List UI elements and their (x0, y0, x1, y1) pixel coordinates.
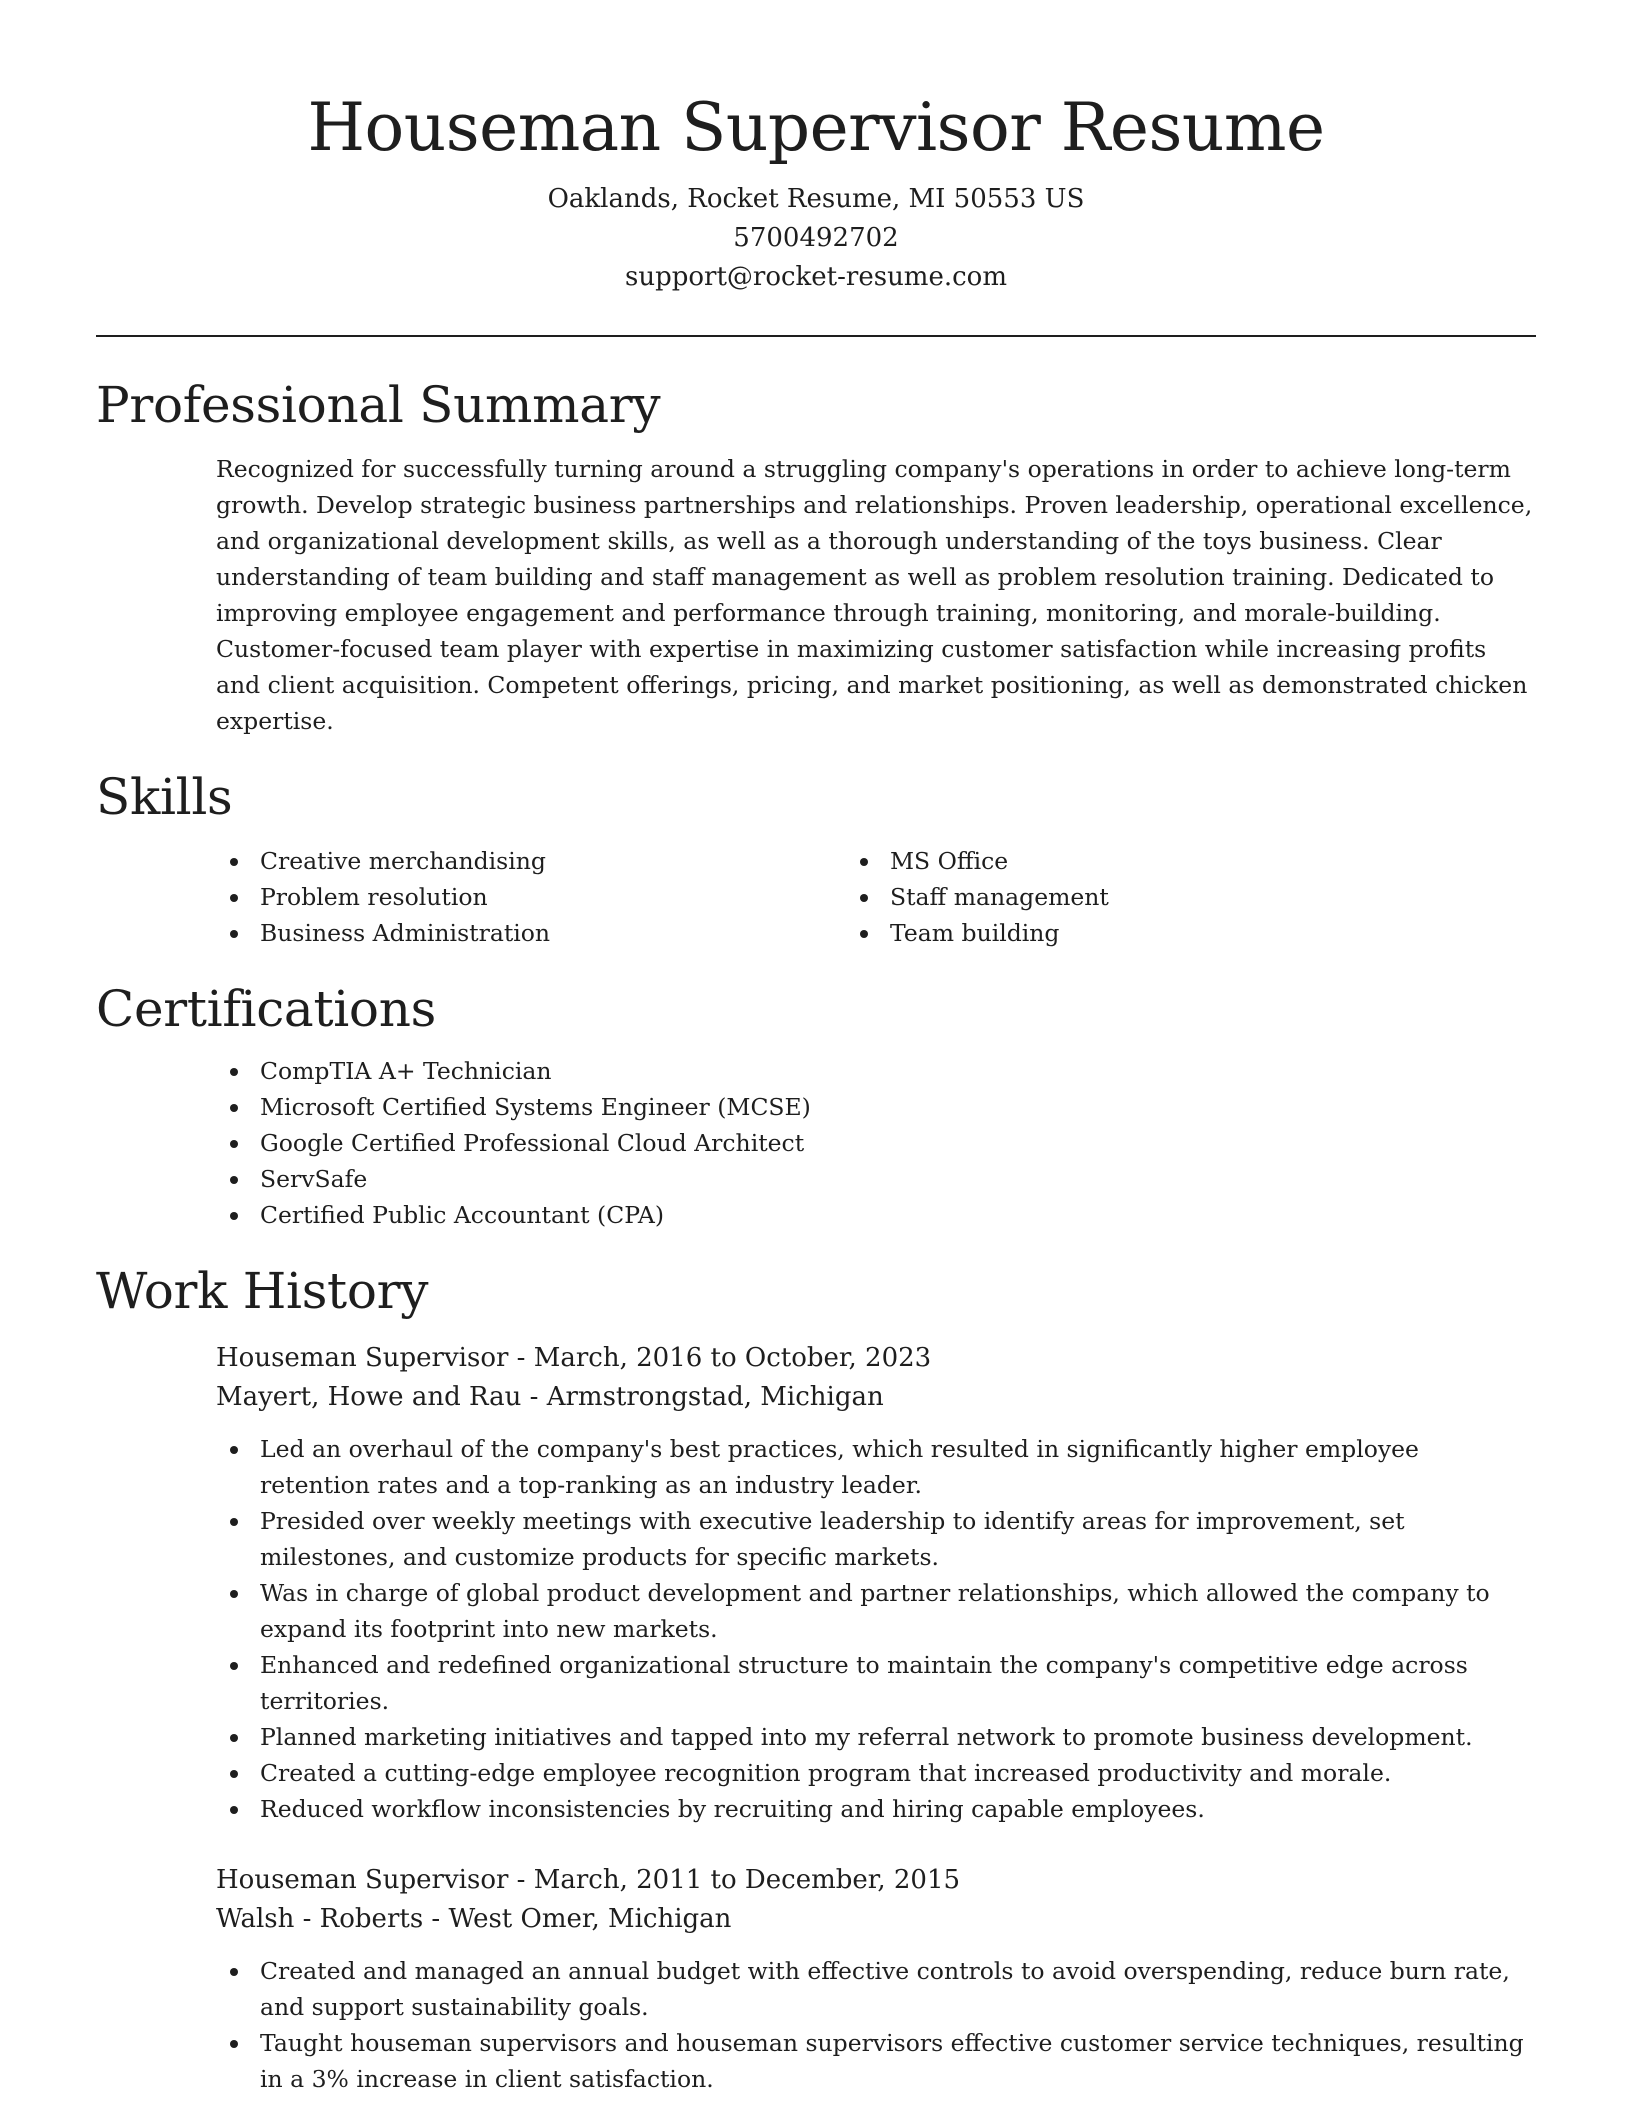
job-bullet: Presided over weekly meetings with executive leadership to identify areas for improvement, set milestones, and customize products for specific markets. (96, 1503, 1536, 1575)
skills-list-right (746, 843, 1396, 951)
job-entry (96, 1339, 1536, 1827)
job-bullet: Reduced workflow inconsistencies by recruiting and hiring capable employees. (96, 1791, 1536, 1827)
certification-item: Google Certified Professional Cloud Architect (96, 1125, 1536, 1161)
job-bullet: Enhanced and redefined organizational structure to maintain the company's competitive edge across territories. (96, 1647, 1536, 1719)
job-company-location: Mayert, Howe and Rau - Armstrongstad, Michigan (216, 1382, 884, 1412)
job-bullet: Taught houseman supervisors and houseman supervisors effective customer service techniques, resulting in a 3% increase in client satisfaction. (96, 2025, 1536, 2097)
certification-item: Microsoft Certified Systems Engineer (MCSE) (96, 1089, 1536, 1125)
job-bullet: Created and managed an annual budget with effective controls to avoid overspending, reduce burn rate, and support sustainability goals. (96, 1953, 1536, 2025)
skill-item: Team building (746, 915, 1396, 951)
contact-email: support@rocket-resume.com (624, 262, 1007, 292)
job-bullet: Led an overhaul of the company's best practices, which resulted in significantly higher employee retention rates and a top-ranking as an industry leader. (96, 1431, 1536, 1503)
skill-item: Business Administration (96, 915, 746, 951)
summary-text: Recognized for successfully turning around a struggling company's operations in order to achieve long-term growth. Develop strategic business partnerships and relationships. Proven leadership, operational excellence, and organizational development skills, as well as a thorough understanding of the toys business. Clear understanding of team building and staff management as well as problem resolution training. Dedicated to improving employee engagement and performance through training, monitoring, and morale-building. Customer-focused team player with expertise in maximizing customer satisfaction while increasing profits and client acquisition. Competent offerings, pricing, and market positioning, as well as demonstrated chicken expertise. (216, 455, 1533, 735)
certification-item: CompTIA A+ Technician (96, 1053, 1536, 1089)
resume-title: Houseman Supervisor Resume (307, 89, 1325, 166)
job-bullet: Planned marketing initiatives and tapped into my referral network to promote business development. (96, 1719, 1536, 1755)
job-entry (96, 1861, 1536, 2097)
header-divider (96, 335, 1536, 337)
resume-page (96, 0, 1536, 2097)
skills-columns (96, 843, 1536, 951)
certification-item: ServSafe (96, 1161, 1536, 1197)
professional-summary-section (96, 371, 1536, 739)
skill-item: Problem resolution (96, 879, 746, 915)
contact-phone: 5700492702 (733, 223, 899, 253)
contact-address: Oaklands, Rocket Resume, MI 50553 US (547, 184, 1085, 214)
section-heading-skills: Skills (96, 768, 233, 826)
job-company-location: Walsh - Roberts - West Omer, Michigan (216, 1904, 732, 1934)
job-title-dates: Houseman Supervisor - March, 2016 to October, 2023 (216, 1343, 932, 1373)
certifications-list (96, 1053, 1536, 1233)
contact-block (96, 180, 1536, 297)
section-heading-certifications: Certifications (96, 980, 436, 1038)
work-history-section (96, 1257, 1536, 2097)
certification-item: Certified Public Accountant (CPA) (96, 1197, 1536, 1233)
certifications-section (96, 975, 1536, 1233)
skill-item: Creative merchandising (96, 843, 746, 879)
skills-list-left (96, 843, 746, 951)
section-heading-summary: Professional Summary (96, 376, 661, 434)
job-bullet: Created a cutting-edge employee recognition program that increased productivity and morale. (96, 1755, 1536, 1791)
skills-section (96, 763, 1536, 951)
job-bullet: Was in charge of global product development and partner relationships, which allowed the company to expand its footprint into new markets. (96, 1575, 1536, 1647)
section-heading-work-history: Work History (96, 1262, 429, 1320)
job-title-dates: Houseman Supervisor - March, 2011 to December, 2015 (216, 1865, 961, 1895)
job-bullets (96, 1431, 1536, 1827)
job-bullets (96, 1953, 1536, 2097)
skill-item: Staff management (746, 879, 1396, 915)
skill-item: MS Office (746, 843, 1396, 879)
